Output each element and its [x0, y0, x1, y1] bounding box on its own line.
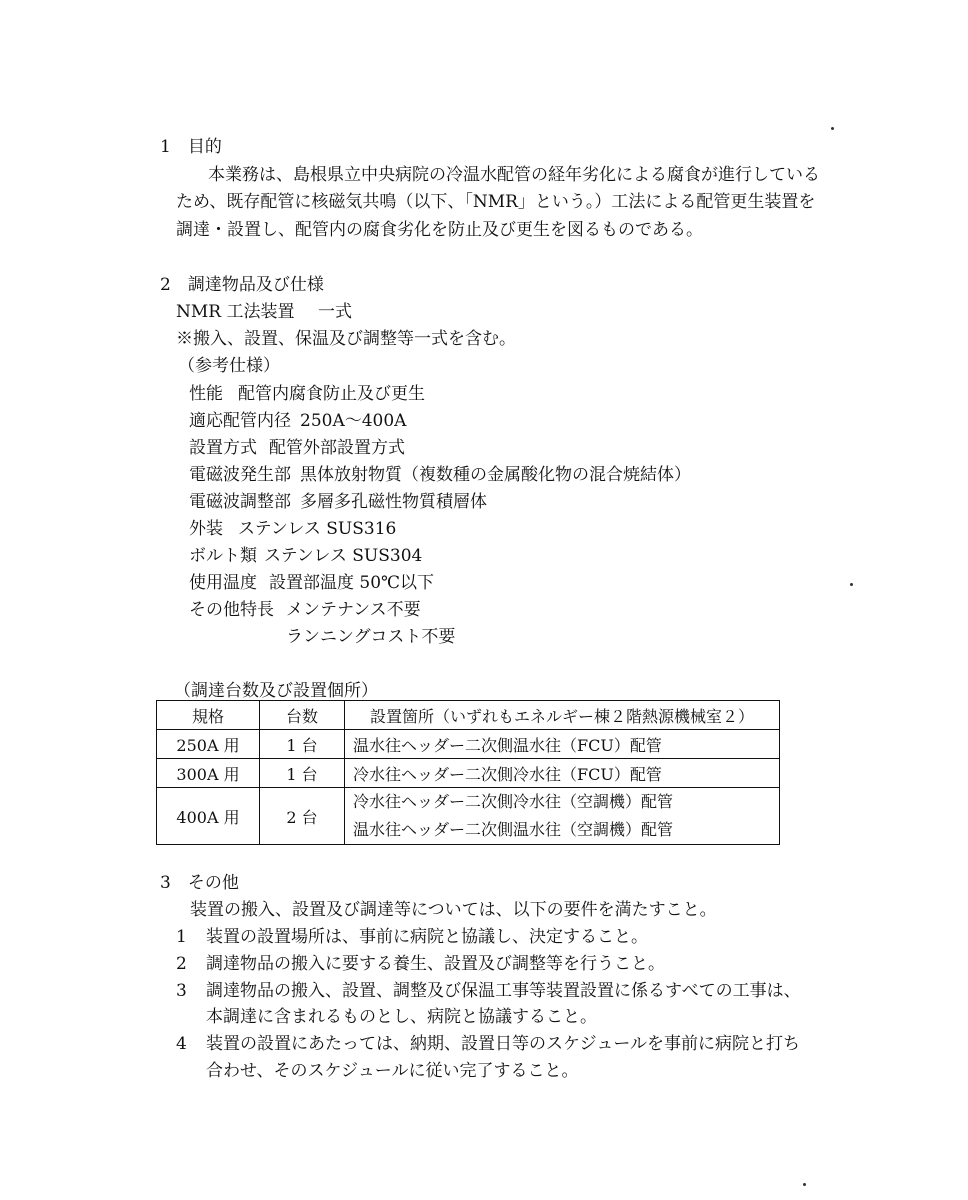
section3-heading: 3 その他 — [160, 873, 239, 893]
spec-value: ステンレス SUS316 — [238, 519, 397, 539]
table-row — [157, 730, 780, 759]
cell-location: 冷水往ヘッダー二次側冷水往（FCU）配管 — [345, 759, 780, 788]
spec-label: 適応配管内径 — [189, 411, 291, 431]
cell-location-multi — [345, 788, 780, 845]
cell-quantity: 1 台 — [260, 759, 345, 788]
item-note: ※搬入、設置、保温及び調整等一式を含む。 — [176, 329, 516, 349]
cell-quantity: 2 台 — [260, 788, 345, 845]
spec-value: 250A～400A — [300, 411, 407, 431]
list-item-number: 3 — [176, 981, 187, 1001]
cell-location: 温水往ヘッダー二次側温水往（FCU）配管 — [345, 730, 780, 759]
table-heading: （調達台数及び設置個所） — [174, 681, 378, 701]
list-item-number: 4 — [176, 1034, 187, 1054]
spec-value-continued: ランニングコスト不要 — [286, 627, 456, 647]
reference-spec-heading: （参考仕様） — [178, 356, 280, 376]
procurement-table — [156, 700, 780, 845]
cell-quantity: 1 台 — [260, 730, 345, 759]
header-quantity: 台数 — [260, 701, 345, 730]
spec-value: 設置部温度 50℃以下 — [269, 573, 435, 593]
spec-value: 多層多孔磁性物質積層体 — [300, 492, 487, 512]
list-item-number: 1 — [176, 927, 187, 947]
list-item-text: 調達物品の搬入、設置、調整及び保温工事等装置設置に係るすべての工事は、 — [206, 981, 801, 1001]
table-row — [157, 788, 780, 845]
spec-label: 使用温度 — [189, 573, 257, 593]
scan-speck — [831, 127, 834, 130]
item-quantity: 一式 — [318, 302, 352, 322]
table-header-row — [157, 701, 780, 730]
cell-size: 300A 用 — [157, 759, 260, 788]
cell-location-line: 温水往ヘッダー二次側温水往（空調機）配管 — [353, 820, 674, 839]
scan-speck — [803, 1183, 806, 1186]
table-row — [157, 759, 780, 788]
list-item-text: 調達物品の搬入に要する養生、設置及び調整等を行うこと。 — [206, 954, 665, 974]
scan-speck — [850, 583, 853, 586]
list-item-text: 本調達に含まれるものとし、病院と協議すること。 — [206, 1007, 597, 1027]
section1-paragraph-line: 調達・設置し、配管内の腐食劣化を防止及び更生を図るものである。 — [176, 220, 703, 240]
spec-label: 電磁波発生部 — [189, 465, 291, 485]
spec-label: 外装 — [189, 519, 223, 539]
list-item-text: 装置の設置場所は、事前に病院と協議し、決定すること。 — [206, 927, 648, 947]
list-item-number: 2 — [176, 954, 187, 974]
section1-paragraph-line: ため、既存配管に核磁気共鳴（以下、「NMR」という。）工法による配管更生装置を — [176, 192, 816, 212]
spec-label: 設置方式 — [189, 438, 257, 458]
section1-heading: 1 目的 — [160, 137, 222, 157]
cell-location-line: 冷水往ヘッダー二次側冷水往（空調機）配管 — [353, 792, 674, 811]
spec-label: 電磁波調整部 — [189, 492, 291, 512]
list-item-text: 装置の設置にあたっては、納期、設置日等のスケジュールを事前に病院と打ち — [206, 1034, 800, 1054]
section3-intro: 装置の搬入、設置及び調達等については、以下の要件を満たすこと。 — [190, 900, 717, 920]
spec-label: 性能 — [189, 384, 223, 404]
spec-value: 配管外部設置方式 — [269, 438, 405, 458]
spec-label: ボルト類 — [189, 546, 257, 566]
item-name: NMR 工法装置 — [176, 302, 295, 322]
spec-value: メンテナンス不要 — [286, 600, 421, 620]
list-item-text: 合わせ、そのスケジュールに従い完了すること。 — [206, 1061, 579, 1081]
section2-heading: 2 調達物品及び仕様 — [160, 275, 324, 295]
header-location: 設置箇所（いずれもエネルギー棟２階熱源機械室２） — [345, 701, 780, 730]
cell-size: 250A 用 — [157, 730, 260, 759]
spec-value: 配管内腐食防止及び更生 — [238, 384, 425, 404]
cell-size: 400A 用 — [157, 788, 260, 845]
section1-paragraph-line: 本業務は、島根県立中央病院の冷温水配管の経年劣化による腐食が進行している — [208, 165, 820, 185]
spec-value: ステンレス SUS304 — [264, 546, 423, 566]
spec-label: その他特長 — [189, 600, 274, 620]
spec-value: 黒体放射物質（複数種の金属酸化物の混合焼結体） — [300, 465, 691, 485]
header-size: 規格 — [157, 701, 260, 730]
